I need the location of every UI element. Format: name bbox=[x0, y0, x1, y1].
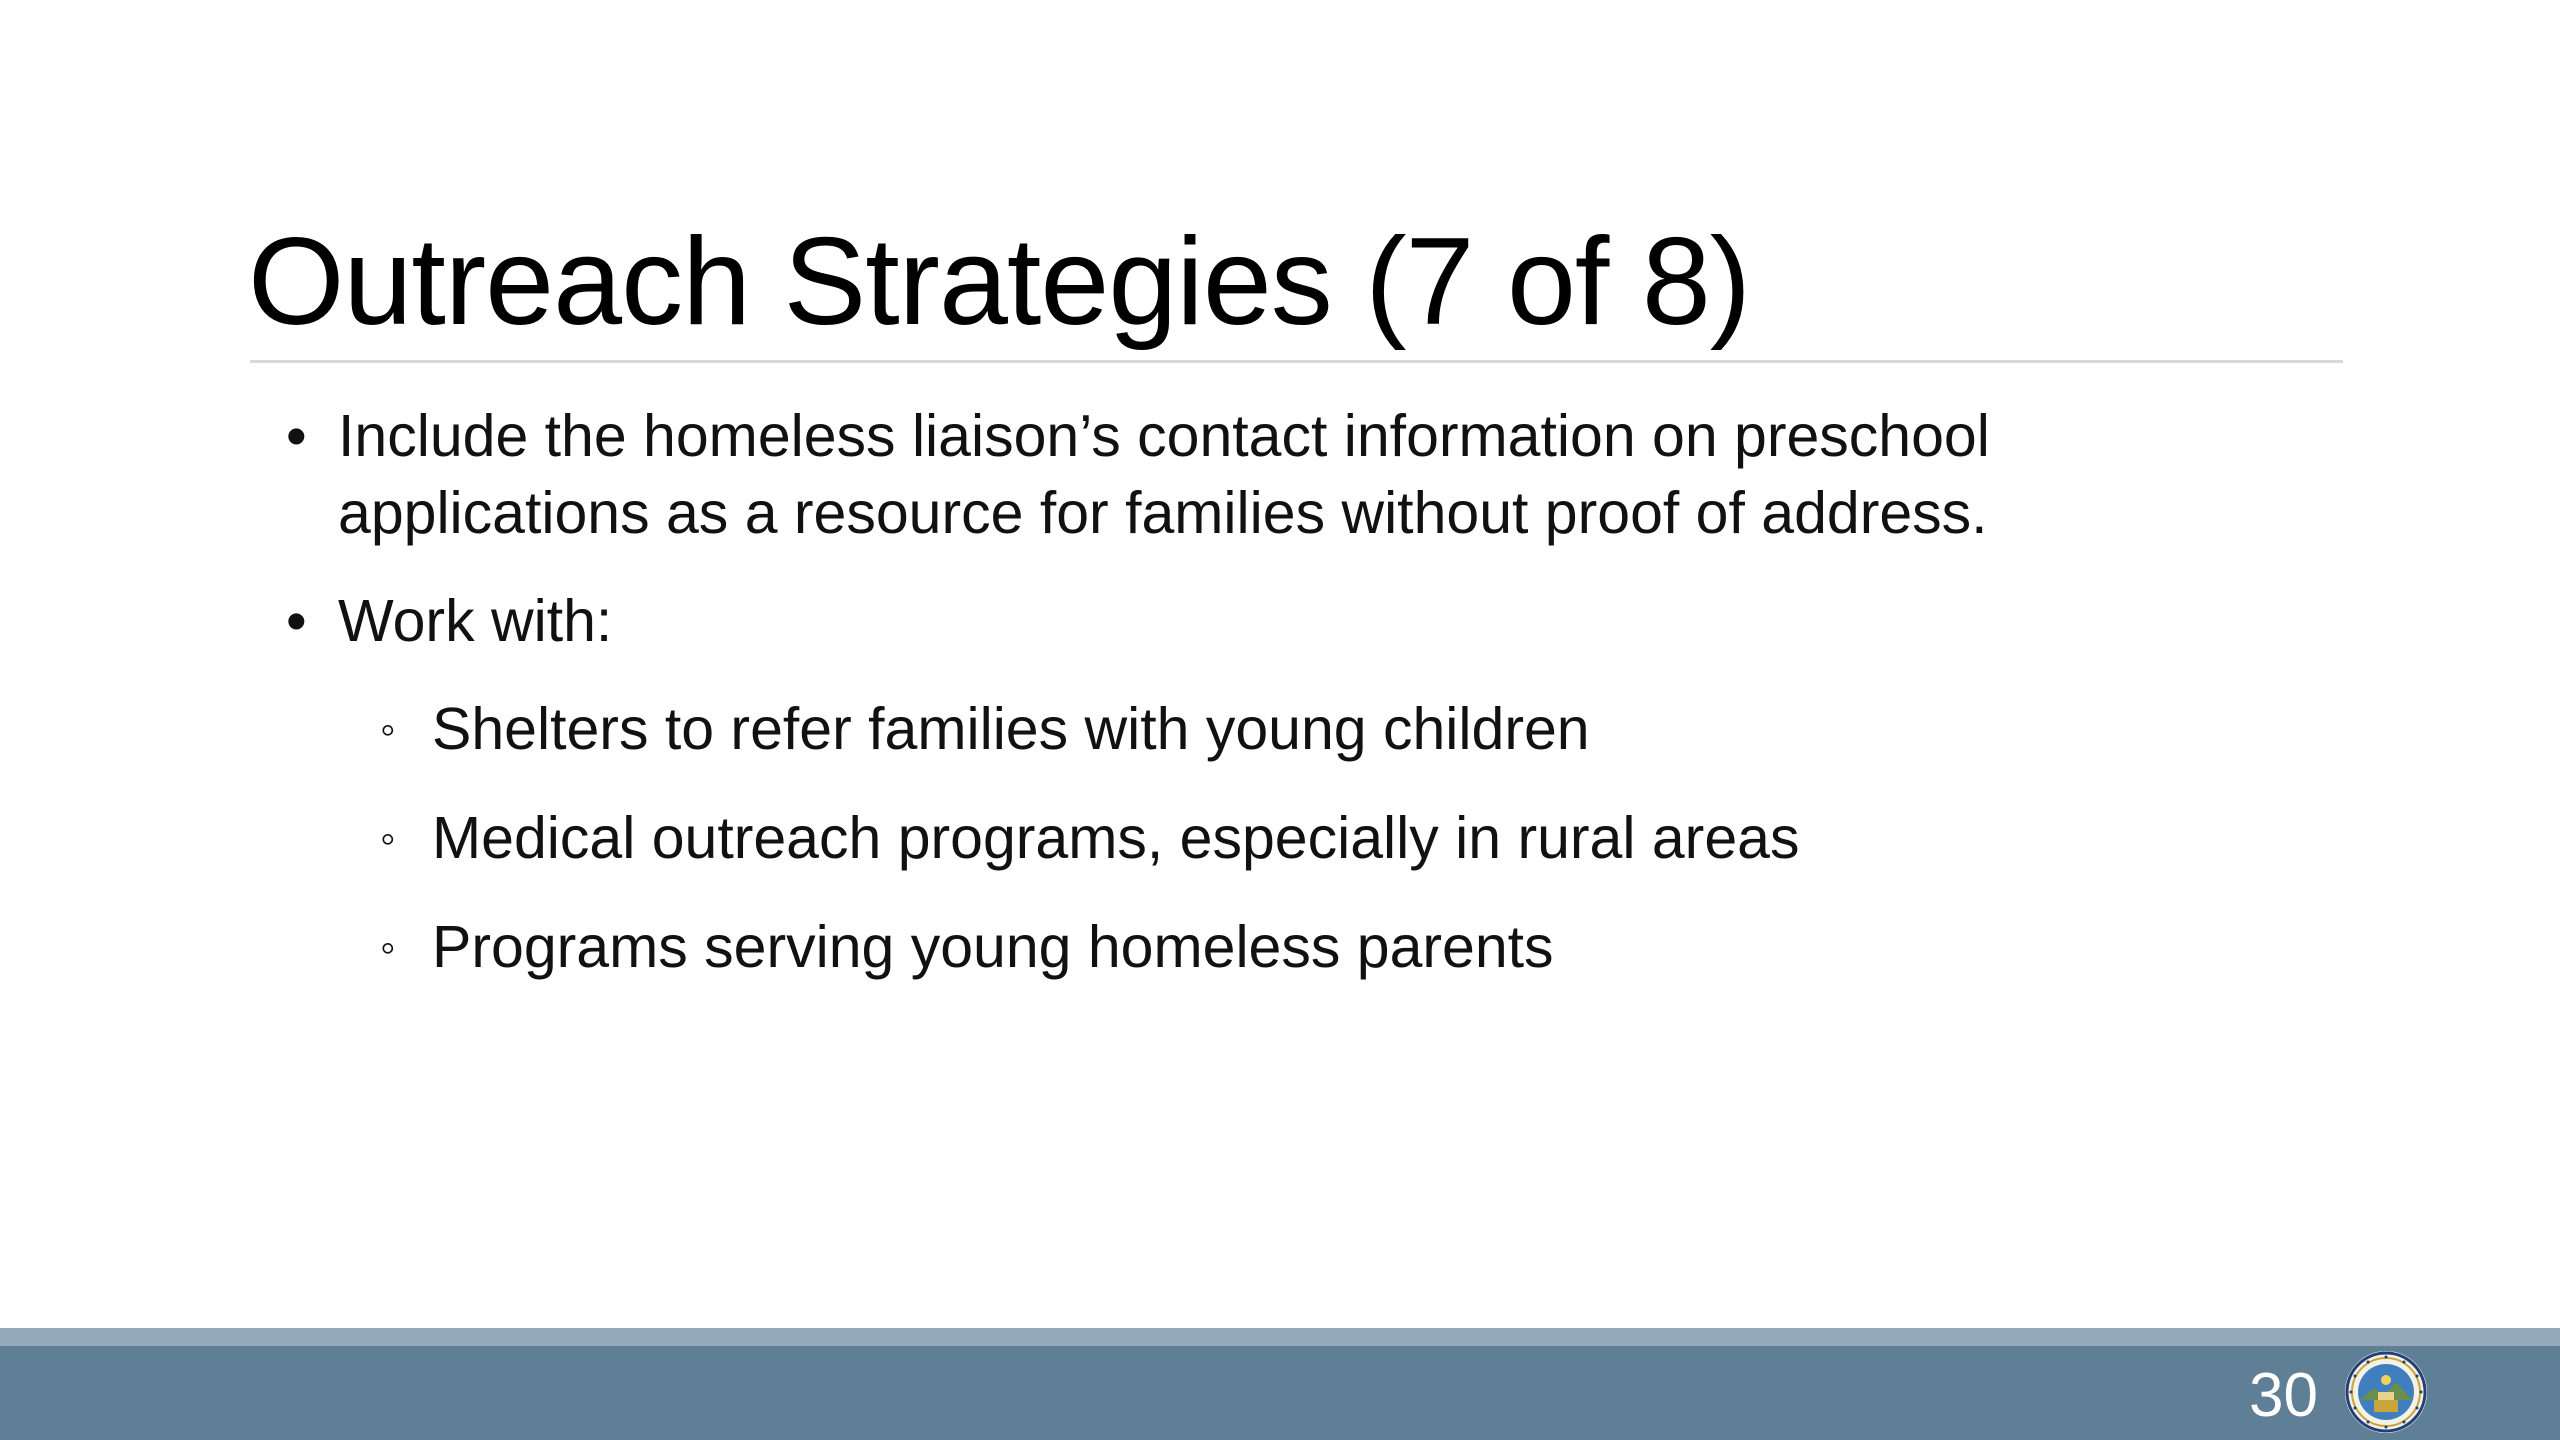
footer-bar bbox=[0, 1346, 2560, 1440]
bullet-marker: • bbox=[286, 403, 307, 469]
bullet-text: Include the homeless liaison’s contact information on preschool applications as a resource for families without proof of address. bbox=[338, 403, 1990, 546]
bullet-marker: • bbox=[286, 588, 307, 654]
title-divider bbox=[250, 360, 2343, 363]
sub-bullet-item bbox=[380, 691, 2286, 768]
slide-title: Outreach Strategies (7 of 8) bbox=[248, 213, 1751, 351]
bullet-item bbox=[286, 398, 2286, 552]
slide-content bbox=[286, 398, 2286, 1018]
bullet-item bbox=[286, 583, 2286, 660]
sub-bullet-marker: ◦ bbox=[380, 705, 396, 754]
sub-bullet-text: Shelters to refer families with young children bbox=[432, 696, 1590, 762]
sub-bullet-item bbox=[380, 909, 2286, 986]
sub-bullet-text: Programs serving young homeless parents bbox=[432, 914, 1554, 980]
sub-bullet-text: Medical outreach programs, especially in rural areas bbox=[432, 805, 1800, 871]
sub-bullet-marker: ◦ bbox=[380, 923, 396, 972]
sub-bullet-list bbox=[380, 691, 2286, 986]
page-number: 30 bbox=[2249, 1361, 2318, 1430]
bullet-text: Work with: bbox=[338, 588, 613, 654]
sub-bullet-marker: ◦ bbox=[380, 814, 396, 863]
sub-bullet-item bbox=[380, 800, 2286, 877]
state-seal-icon bbox=[2344, 1350, 2428, 1434]
footer-stripe bbox=[0, 1328, 2560, 1346]
